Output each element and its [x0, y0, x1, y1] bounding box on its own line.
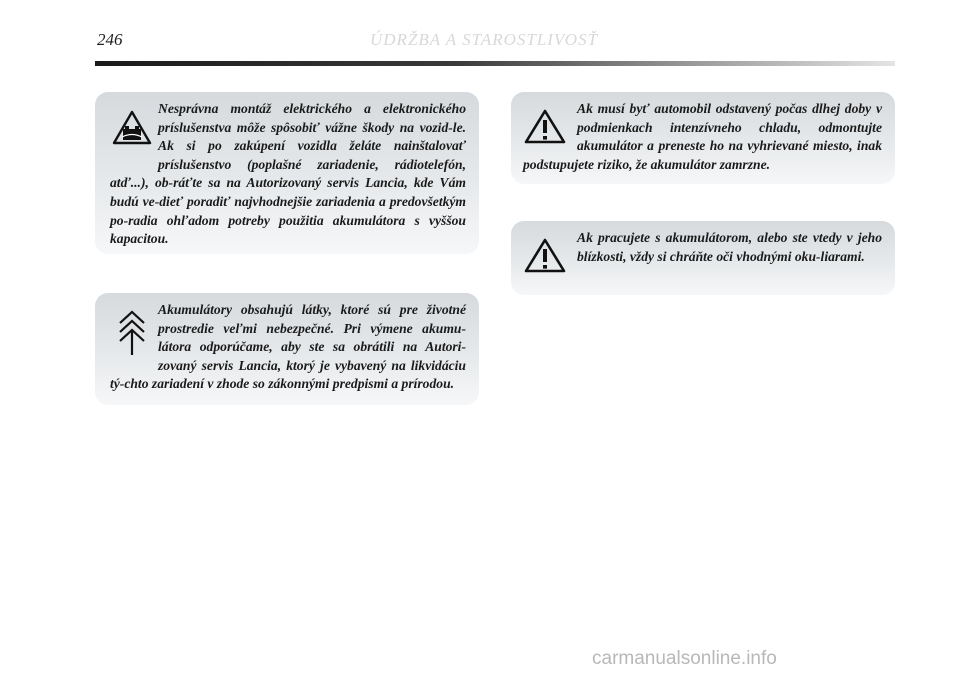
battery-warning-icon	[110, 100, 154, 156]
note-text: Akumulátory obsahujú látky, ktoré sú pre životné prostredie veľmi nebezpečné. Pri výmene akumu-látora odporúčame, aby ste sa obrátili na Autori-zovaný servis Lancia, ktorý je vybavený na likvidáciu tý-chto zariadení v zhode so zákonnými predpismi a prírodou.	[110, 302, 466, 392]
note-cold-storage	[511, 92, 895, 184]
page-number: 246	[97, 30, 123, 49]
header-divider	[95, 61, 895, 66]
warning-triangle-icon	[523, 229, 567, 283]
warning-triangle-icon	[523, 100, 567, 154]
note-text: Nesprávna montáž elektrického a elektronického príslušenstva môže spôsobiť vážne škody na vozid-le. Ak si po zakúpení vozidla želáte nainštalovať príslušenstvo (poplašné zariadenie, rádiotelefón, atď...), ob-ráťte sa na Autorizovaný servis Lancia, kde Vám budú ve-dieť poradiť najvhodnejšie zariadenia a predovšetkým po-radia ohľadom potreby použitia akumulátora s vyššou kapacitou.	[110, 101, 466, 247]
note-text: Ak musí byť automobil odstavený počas dlhej doby v podmienkach intenzívneho chladu, odmontujte akumulátor a preneste ho na vyhrievané miesto, inak podstupujete riziko, že akumulátor zamrzne.	[523, 101, 882, 172]
note-text: Ak pracujete s akumulátorom, alebo ste vtedy v jeho blízkosti, vždy si chráňte oči vhodnými oku-liarami.	[577, 230, 882, 264]
watermark: carmanualsonline.info	[592, 648, 777, 669]
note-battery-disposal	[95, 293, 479, 405]
note-battery-accessories	[95, 92, 479, 254]
environment-tree-icon	[110, 301, 154, 367]
page-title: ÚDRŽBA A STAROSTLIVOSŤ	[370, 30, 599, 49]
note-eye-protection	[511, 221, 895, 295]
